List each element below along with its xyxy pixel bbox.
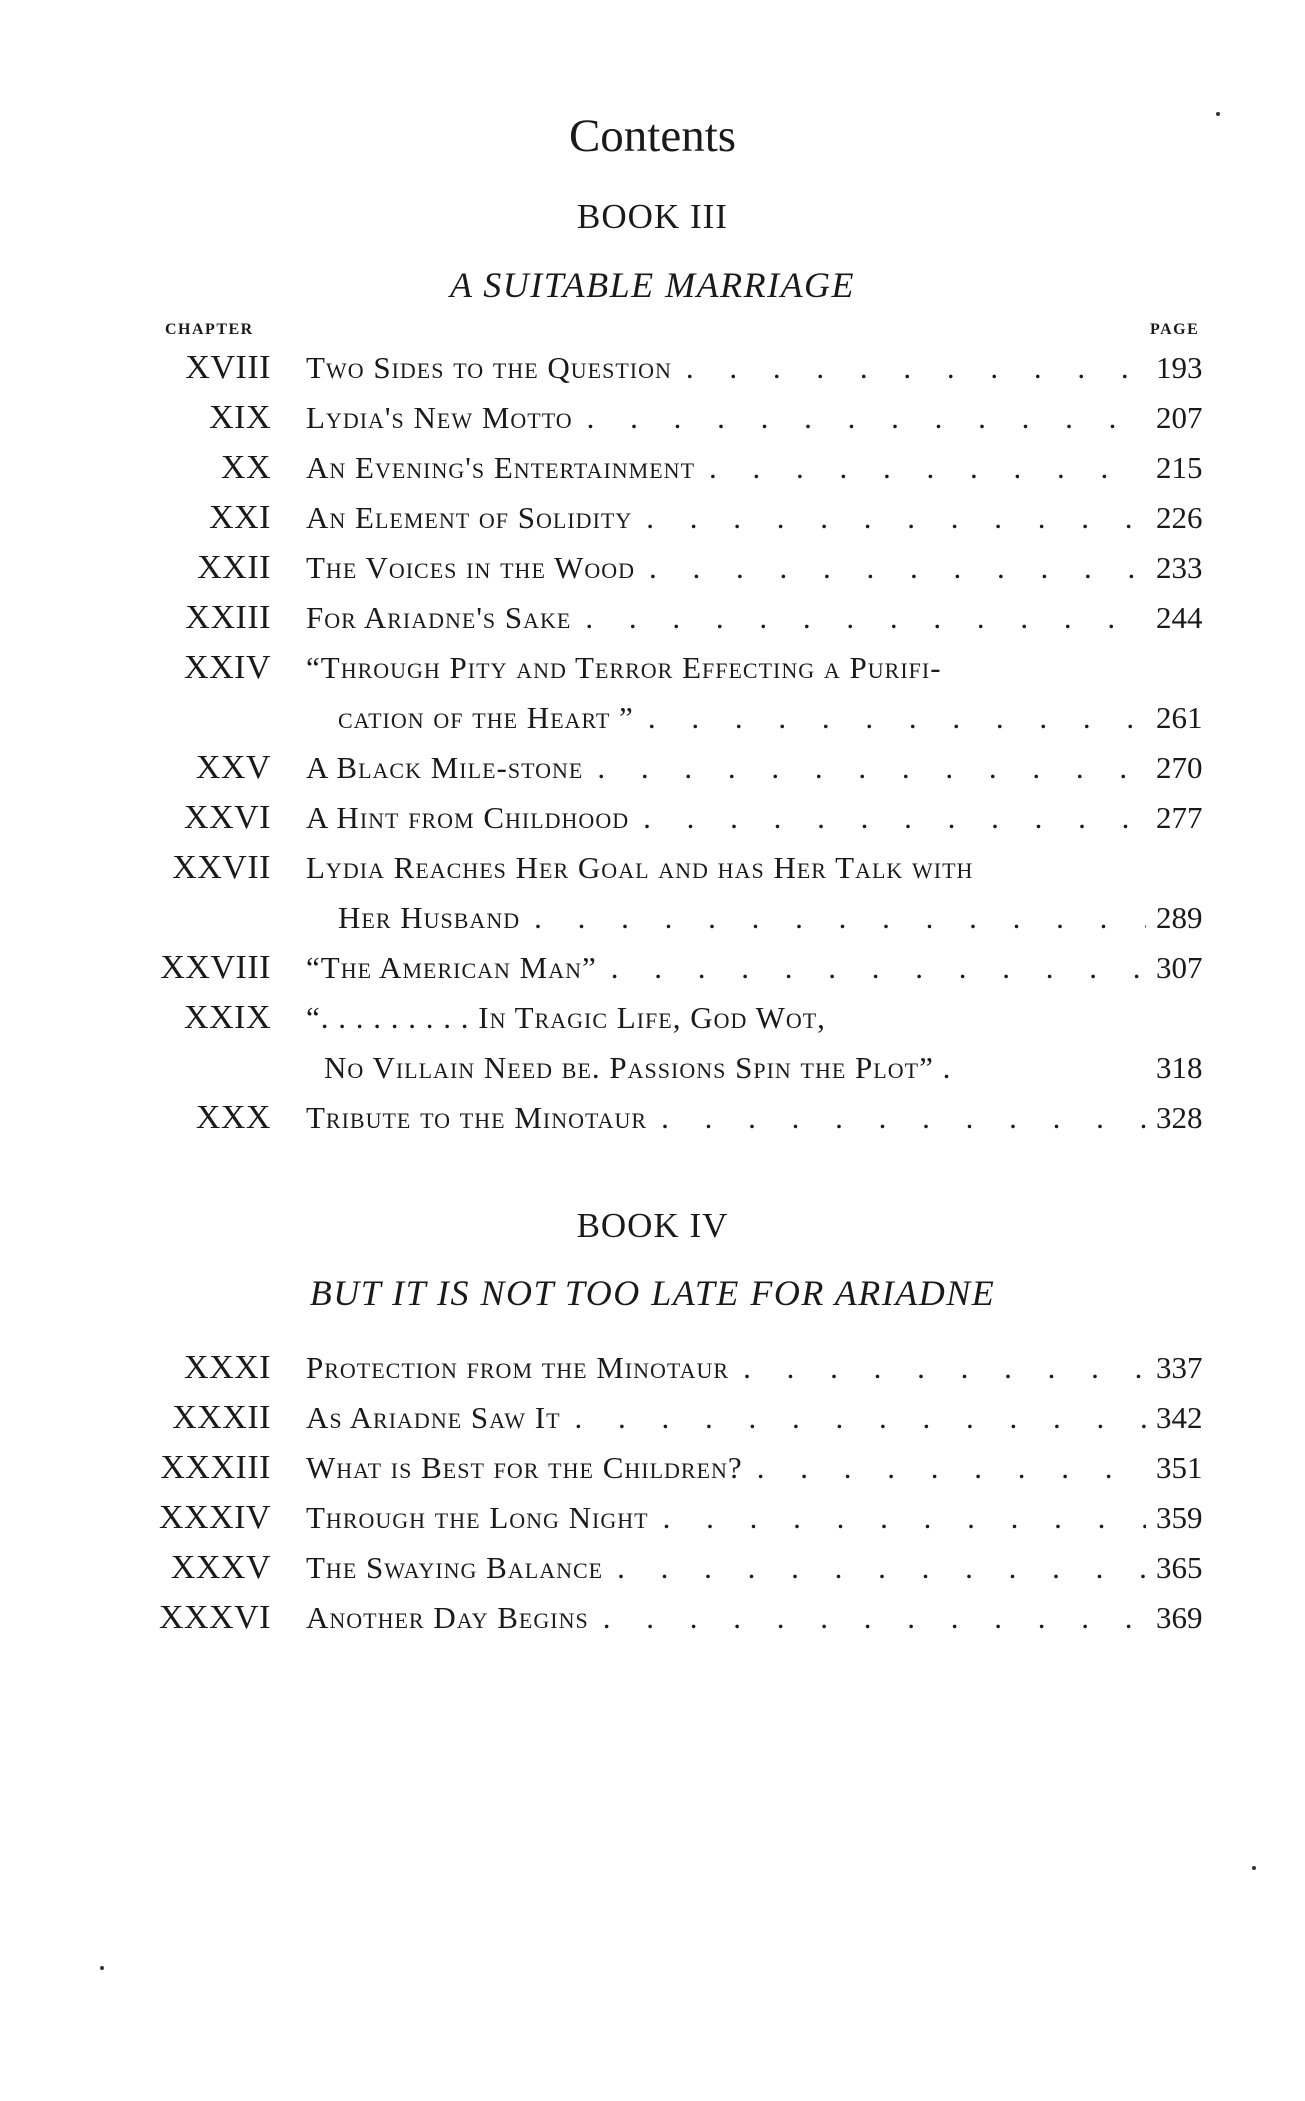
toc-entry (0, 1593, 1305, 1643)
chapter-number: XIX (209, 399, 271, 436)
chapter-title: As Ariadne Saw It . . . (306, 1393, 1146, 1443)
chapter-column-header: CHAPTER (165, 321, 254, 338)
chapter-title: An Evening's Entertainment . . . (306, 443, 1146, 493)
dot-leader (663, 1493, 1146, 1543)
toc-entry (0, 1493, 1305, 1543)
toc-entry (0, 1393, 1305, 1443)
chapter-title-continuation: Her Husband . . . (338, 893, 1146, 943)
scan-speck (100, 1966, 104, 1970)
dot-leader (743, 1343, 1146, 1393)
page-number: 244 (1156, 600, 1203, 635)
toc-entry (0, 643, 1305, 693)
chapter-number: XXX (195, 1099, 271, 1136)
dot-leader (617, 1543, 1146, 1593)
toc-entry (0, 993, 1305, 1043)
chapter-number: XXII (197, 549, 271, 586)
chapter-number: XXXIV (158, 1499, 271, 1536)
toc-entry (0, 343, 1305, 393)
chapter-number: XXXI (184, 1349, 271, 1386)
chapter-title: Tribute to the Minotaur . . . (306, 1093, 1146, 1143)
page-number: 193 (1156, 350, 1203, 385)
page-number: 289 (1156, 900, 1203, 935)
chapter-title: “Through Pity and Terror Effecting a Purifi- (306, 650, 942, 685)
book-3-subtitle: A SUITABLE MARRIAGE (449, 265, 856, 305)
page-number: 233 (1156, 550, 1203, 585)
dot-leader (597, 743, 1146, 793)
chapter-title: Lydia's New Motto . . . (306, 393, 1146, 443)
page-number: 215 (1156, 450, 1203, 485)
toc-entry (0, 493, 1305, 543)
chapter-title: The Voices in the Wood . . . (306, 543, 1146, 593)
chapter-number: XXVI (184, 799, 271, 836)
toc-entry (0, 443, 1305, 493)
chapter-title: The Swaying Balance . . . (306, 1543, 1146, 1593)
page-number: 270 (1156, 750, 1203, 785)
toc-entry-continuation (0, 1043, 1305, 1093)
chapter-number: XXIX (184, 999, 271, 1036)
dot-leader (757, 1443, 1146, 1493)
chapter-number: XXIII (185, 599, 271, 636)
chapter-number: XX (220, 449, 271, 486)
page-number: 369 (1156, 1600, 1203, 1635)
scan-speck (1216, 112, 1220, 116)
dot-leader (646, 493, 1146, 543)
chapter-title: Two Sides to the Question . . . (306, 343, 1146, 393)
book-4-heading: BOOK IV (576, 1206, 729, 1245)
chapter-title: Lydia Reaches Her Goal and has Her Talk with (306, 850, 974, 885)
chapter-title-continuation: cation of the Heart ” . . . (338, 693, 1146, 743)
page-number: 342 (1156, 1400, 1203, 1435)
page-number: 226 (1156, 500, 1203, 535)
chapter-title: What is Best for the Children? . . . (306, 1443, 1146, 1493)
toc-entry (0, 543, 1305, 593)
toc-entry (0, 943, 1305, 993)
chapter-title: A Black Mile-stone . . . (306, 743, 1146, 793)
toc-entry-continuation (0, 693, 1305, 743)
page-number: 328 (1156, 1100, 1203, 1135)
book-4-subtitle: BUT IT IS NOT TOO LATE FOR ARIADNE (309, 1273, 996, 1313)
scan-speck (1252, 1866, 1256, 1870)
dot-leader (709, 443, 1146, 493)
chapter-title: Protection from the Minotaur . . . (306, 1343, 1146, 1393)
chapter-title: “The American Man” . . . (306, 943, 1146, 993)
book-3-heading: BOOK III (577, 197, 728, 236)
page-column-header: PAGE (1150, 321, 1200, 338)
page-number: 365 (1156, 1550, 1203, 1585)
chapter-number: XXIV (184, 649, 271, 686)
page-number: 261 (1156, 700, 1203, 735)
dot-leader (587, 393, 1146, 443)
dot-leader (534, 893, 1146, 943)
dot-leader (686, 343, 1146, 393)
dot-leader (643, 793, 1146, 843)
dot-leader (648, 693, 1146, 743)
chapter-title: Through the Long Night . . . (306, 1493, 1146, 1543)
page-number: 337 (1156, 1350, 1203, 1385)
chapter-number: XXXIII (160, 1449, 271, 1486)
toc-entry (0, 393, 1305, 443)
toc-entry (0, 1093, 1305, 1143)
dot-leader (603, 1593, 1146, 1643)
dot-leader (611, 943, 1146, 993)
chapter-title: An Element of Solidity . . . (306, 493, 1146, 543)
page-title: Contents (568, 110, 737, 162)
toc-entry (0, 1343, 1305, 1393)
toc-entry (0, 793, 1305, 843)
chapter-title: A Hint from Childhood . . . (306, 793, 1146, 843)
chapter-title-continuation: No Villain Need be. Passions Spin the Plot” . (324, 1050, 952, 1085)
chapter-number: XXI (209, 499, 271, 536)
page-number: 277 (1156, 800, 1203, 835)
dot-leader (649, 543, 1146, 593)
chapter-number: XXVIII (160, 949, 271, 986)
toc-entry (0, 743, 1305, 793)
chapter-number: XXXII (172, 1399, 271, 1436)
chapter-number: XVIII (185, 349, 271, 386)
dot-leader (661, 1093, 1146, 1143)
chapter-title: For Ariadne's Sake . . . (306, 593, 1146, 643)
page-number: 207 (1156, 400, 1203, 435)
chapter-number: XXVII (172, 849, 271, 886)
toc-entry-continuation (0, 893, 1305, 943)
page-number: 318 (1156, 1050, 1203, 1085)
dot-leader (585, 593, 1146, 643)
chapter-title: “. . . . . . . . . In Tragic Life, God Wot, (306, 1000, 826, 1035)
toc-entry (0, 1543, 1305, 1593)
toc-entry (0, 843, 1305, 893)
chapter-number: XXV (195, 749, 271, 786)
page-number: 307 (1156, 950, 1203, 985)
chapter-title: Another Day Begins . . . (306, 1593, 1146, 1643)
chapter-number: XXXV (170, 1549, 271, 1586)
page-number: 351 (1156, 1450, 1203, 1485)
toc-entry (0, 593, 1305, 643)
toc-entry (0, 1443, 1305, 1493)
page-number: 359 (1156, 1500, 1203, 1535)
chapter-number: XXXVI (158, 1599, 271, 1636)
dot-leader (575, 1393, 1146, 1443)
